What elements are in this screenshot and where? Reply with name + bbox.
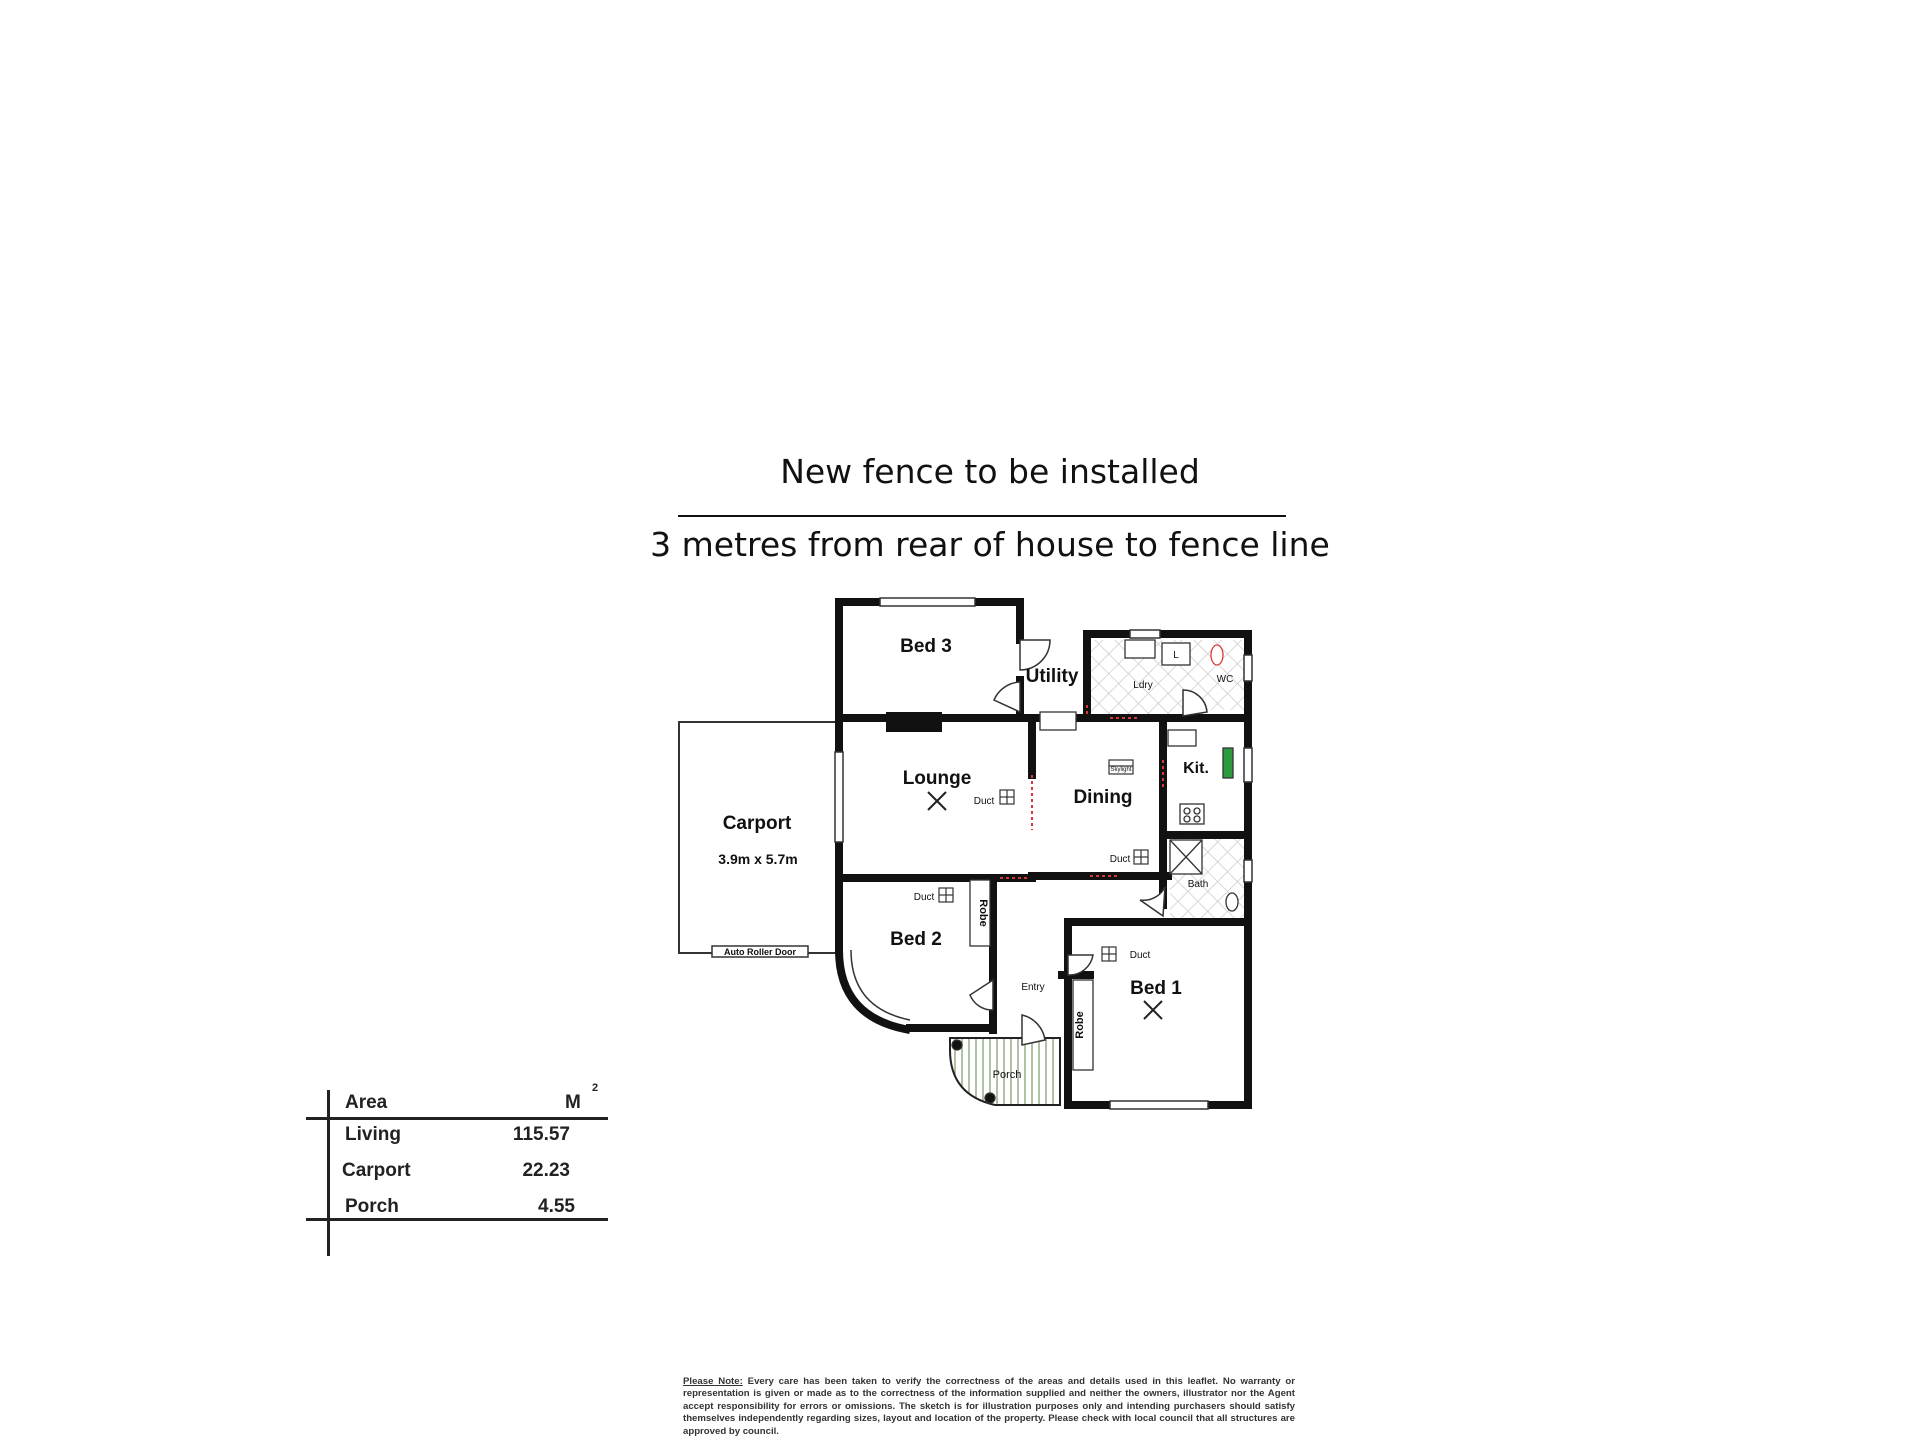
area-row-label-living: Living (345, 1124, 401, 1145)
room-label-dining: Dining (1073, 787, 1133, 808)
vanity-basin (1226, 893, 1238, 911)
fence-note-line-2: 3 metres from rear of house to fence line (650, 525, 1330, 564)
room-label-bed1: Bed 1 (1130, 978, 1182, 999)
room-label-utility: Utility (1025, 666, 1079, 687)
area-table (300, 1082, 620, 1260)
room-label-entry: Entry (1021, 982, 1045, 993)
area-table-header-label: Area (345, 1092, 388, 1113)
area-row-label-porch: Porch (345, 1196, 399, 1217)
auto-roller-door-label: Auto Roller Door (724, 947, 796, 957)
area-row-value-living: 115.57 (512, 1124, 570, 1145)
carport-dimensions: 3.9m x 5.7m (718, 851, 798, 867)
bed2-robe-label: Robe (977, 899, 989, 927)
area-row-label-carport: Carport (342, 1160, 411, 1181)
room-label-carport: Carport (722, 813, 792, 834)
duct-label-dining: Duct (1109, 854, 1131, 865)
cooktop (1180, 804, 1204, 824)
area-row-value-carport: 22.23 (522, 1160, 570, 1181)
disclaimer-text: Every care has been taken to verify the correctness of the areas and details used in this leaflet. No warranty or representation is given or made as to the correctness of the information supplied and neither the owners, illustrator nor the Agent accept responsibility for errors or omissions. The sketch is for illustration purposes only and intending purchasers should satisfy themselves independently regarding sizes, layout and location of the property. Please check with local council that all structures are approved by council. (683, 1376, 1296, 1437)
room-label-kitchen: Kit. (1183, 760, 1209, 777)
laundry-bench (1125, 640, 1155, 658)
area-row-value-porch: 4.55 (538, 1196, 575, 1217)
bed3-outer-wall (839, 602, 1020, 722)
room-label-bath: Bath (1187, 879, 1209, 890)
toilet (1211, 645, 1223, 665)
duct-label-bed1: Duct (1129, 950, 1151, 961)
fence-note-line-1: New fence to be installed (780, 452, 1200, 491)
disclaimer-lead: Please Note: (683, 1376, 743, 1387)
skylight-label: Skylight (1110, 767, 1132, 773)
ceiling-fans (928, 792, 1162, 1019)
room-label-wc: WC (1216, 674, 1234, 685)
bed1-robe-label: Robe (1074, 1011, 1086, 1039)
area-table-header-unit: M (565, 1092, 581, 1113)
room-label-lounge: Lounge (902, 768, 972, 789)
fireplace (886, 712, 942, 732)
kitchen-sink (1223, 748, 1233, 778)
disclaimer-note (683, 1376, 1295, 1438)
bed1-south-wall (1068, 922, 1248, 1105)
area-table-footer-rule (306, 1218, 608, 1221)
area-table-header-superscript: 2 (592, 1082, 599, 1094)
area-table-vertical-rule (327, 1090, 330, 1256)
duct-label-bed2: Duct (913, 892, 935, 903)
room-label-bed3: Bed 3 (900, 636, 952, 657)
carport-outline (679, 722, 839, 953)
duct-label-lounge: Duct (973, 796, 995, 807)
room-label-ldry: Ldry (1133, 680, 1153, 691)
room-label-porch: Porch (992, 1069, 1022, 1081)
area-table-header-rule (306, 1117, 608, 1120)
laundry-tub-label: L (1173, 650, 1179, 661)
room-label-bed2: Bed 2 (890, 929, 942, 950)
